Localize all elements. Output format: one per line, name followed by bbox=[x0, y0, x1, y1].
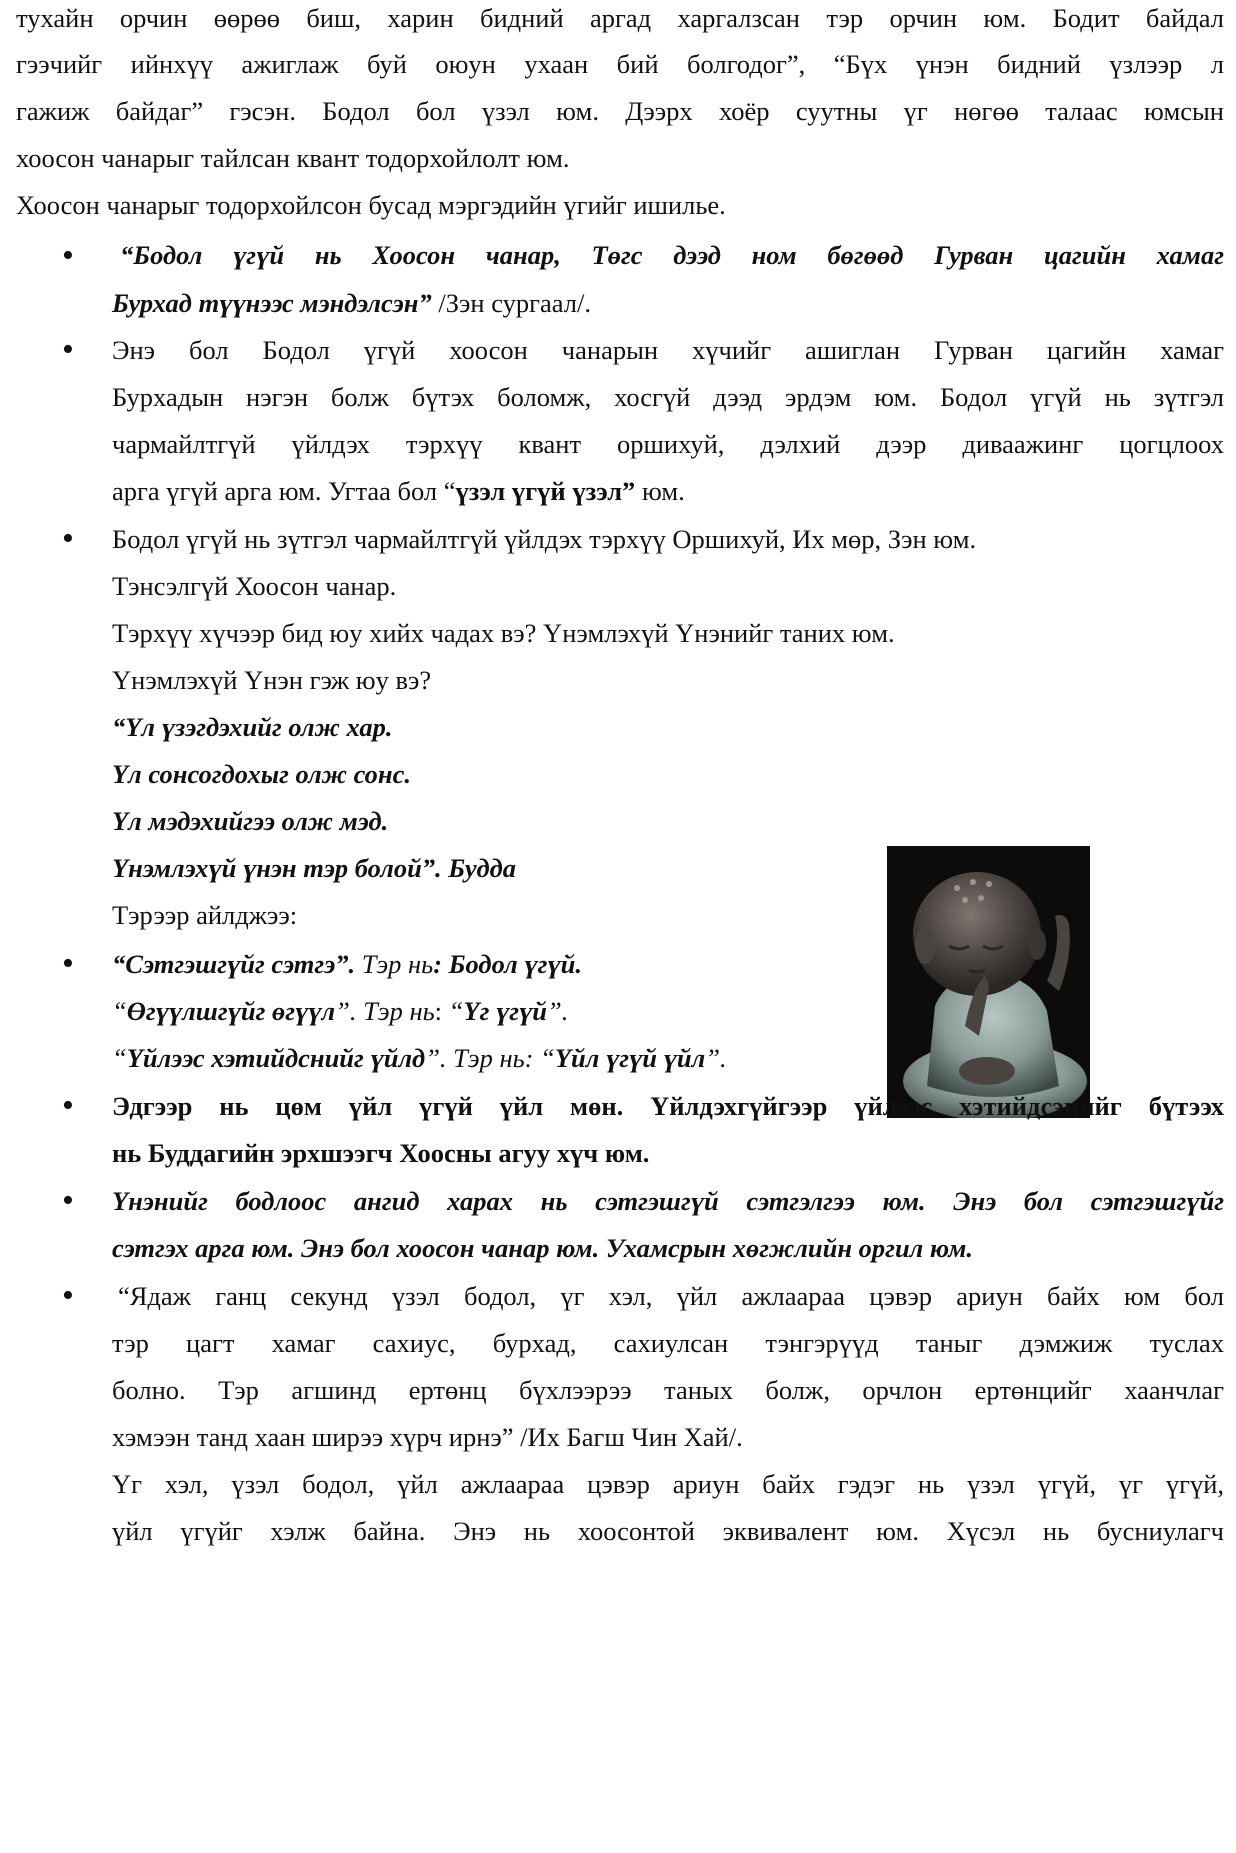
quote-line: Бурхад түүнээс мэндэлсэн” /Зэн сургаал/. bbox=[112, 288, 591, 318]
paragraph-line: хоосон чанарыг тайлсан квант тодорхойлолт юм. bbox=[16, 143, 570, 173]
paragraph-line: “Ядаж ганц секунд үзэл бодол, үг хэл, үйл ажлаараа цэвэр ариун байх юм бол bbox=[118, 1281, 1224, 1311]
bullet-marker bbox=[62, 1287, 80, 1305]
paragraph-line: болно. Тэр агшинд ертөнц бүхлээрээ таных болж, орчлон ертөнцийг хаанчлаг bbox=[112, 1375, 1224, 1405]
paragraph-line: Үнэмлэхүй Үнэн гэж юу вэ? bbox=[112, 665, 432, 695]
paragraph-line: арга үгүй арга юм. Угтаа бол “үзэл үгүй үзэл” юм. bbox=[112, 476, 685, 506]
bullet-marker bbox=[62, 530, 80, 548]
quote-line: Үл сонсогдохыг олж сонс. bbox=[112, 759, 412, 789]
bullet-marker bbox=[62, 1097, 80, 1115]
paragraph-line: Үнэнийг бодлоос ангид харах нь сэтгэшгүй сэтгэлгээ юм. Энэ бол сэтгэшгүйг bbox=[112, 1186, 1224, 1216]
paragraph-line: Бодол үгүй нь зүтгэл чармайлтгүй үйлдэх тэрхүү Оршихуй, Их мөр, Зэн юм. bbox=[112, 524, 977, 554]
paragraph-line: Тэрхүү хүчээр бид юу хийх чадах вэ? Үнэмлэхүй Үнэнийг таних юм. bbox=[112, 618, 895, 648]
quote-line: “Бодол үгүй нь Хоосон чанар, Төгс дээд ном бөгөөд Гурван цагийн хамаг bbox=[120, 240, 1224, 270]
paragraph-line: гээчийг ийнхүү ажиглаж буй оюун ухаан бий болгодог”, “Бүх үнэн бидний үзлээр л bbox=[16, 49, 1224, 79]
quote-line: Үнэмлэхүй үнэн тэр болой”. Будда bbox=[112, 853, 517, 883]
quote-line: “Сэтгэшгүйг сэтгэ”. Тэр нь: Бодол үгүй. bbox=[112, 949, 583, 979]
paragraph-line: тэр цагт хамаг сахиус, бурхад, сахиулсан тэнгэрүүд таныг дэмжиж туслах bbox=[112, 1328, 1224, 1358]
quote-line: “Үйлээс хэтийдснийг үйлд”. Тэр нь: “Үйл үгүй үйл”. bbox=[112, 1043, 727, 1073]
paragraph-line: Тэрээр айлджээ: bbox=[112, 900, 298, 930]
paragraph-line: Тэнсэлгүй Хоосон чанар. bbox=[112, 571, 397, 601]
bullet-marker bbox=[62, 247, 80, 265]
paragraph-line: Энэ бол Бодол үгүй хоосон чанарын хүчийг ашиглан Гурван цагийн хамаг bbox=[112, 335, 1224, 365]
paragraph-line: сэтгэх арга юм. Энэ бол хоосон чанар юм. Ухамсрын хөгжлийн оргил юм. bbox=[112, 1233, 974, 1263]
bullet-marker bbox=[62, 341, 80, 359]
paragraph-line: Хоосон чанарыг тодорхойлсон бусад мэргэдийн үгийг ишилье. bbox=[16, 190, 726, 220]
paragraph-line: үйл үгүйг хэлж байна. Энэ нь хоосонтой эквивалент юм. Хүсэл нь бусниулагч bbox=[112, 1516, 1224, 1546]
bullet-marker bbox=[62, 955, 80, 973]
quote-line: Үл мэдэхийгээ олж мэд. bbox=[112, 806, 389, 836]
paragraph-line: тухайн орчин өөрөө биш, харин бидний аргад харгалзсан тэр орчин юм. Бодит байдал bbox=[16, 3, 1224, 33]
paragraph-line: чармайлтгүй үйлдэх тэрхүү квант оршихуй, дэлхий дээр диваажинг цогцлоох bbox=[112, 429, 1224, 459]
bullet-marker bbox=[62, 1192, 80, 1210]
paragraph-line: гажиж байдаг” гэсэн. Бодол бол үзэл юм. Дээрх хоёр суутны үг нөгөө талаас юмсын bbox=[16, 96, 1224, 126]
paragraph-line: Үг хэл, үзэл бодол, үйл ажлаараа цэвэр ариун байх гэдэг нь үзэл үгүй, үг үгүй, bbox=[112, 1469, 1224, 1499]
paragraph-line: хэмээн танд хаан ширээ хүрч ирнэ” /Их Багш Чин Хай/. bbox=[112, 1422, 743, 1452]
paragraph-line: Бурхадын нэгэн болж бүтэх боломж, хосгүй дээд эрдэм юм. Бодол үгүй нь зүтгэл bbox=[112, 382, 1224, 412]
paragraph-line: нь Буддагийн эрхшээгч Хоосны агуу хүч юм. bbox=[112, 1138, 650, 1168]
quote-line: “Өгүүлшгүйг өгүүл”. Тэр нь: “Үг үгүй”. bbox=[112, 996, 569, 1026]
paragraph-line: Эдгээр нь цөм үйл үгүй үйл мөн. Үйлдэхгүйгээр үйлээс хэтийдсэнийг бүтээх bbox=[112, 1091, 1224, 1121]
quote-line: “Үл үзэгдэхийг олж хар. bbox=[112, 712, 393, 742]
